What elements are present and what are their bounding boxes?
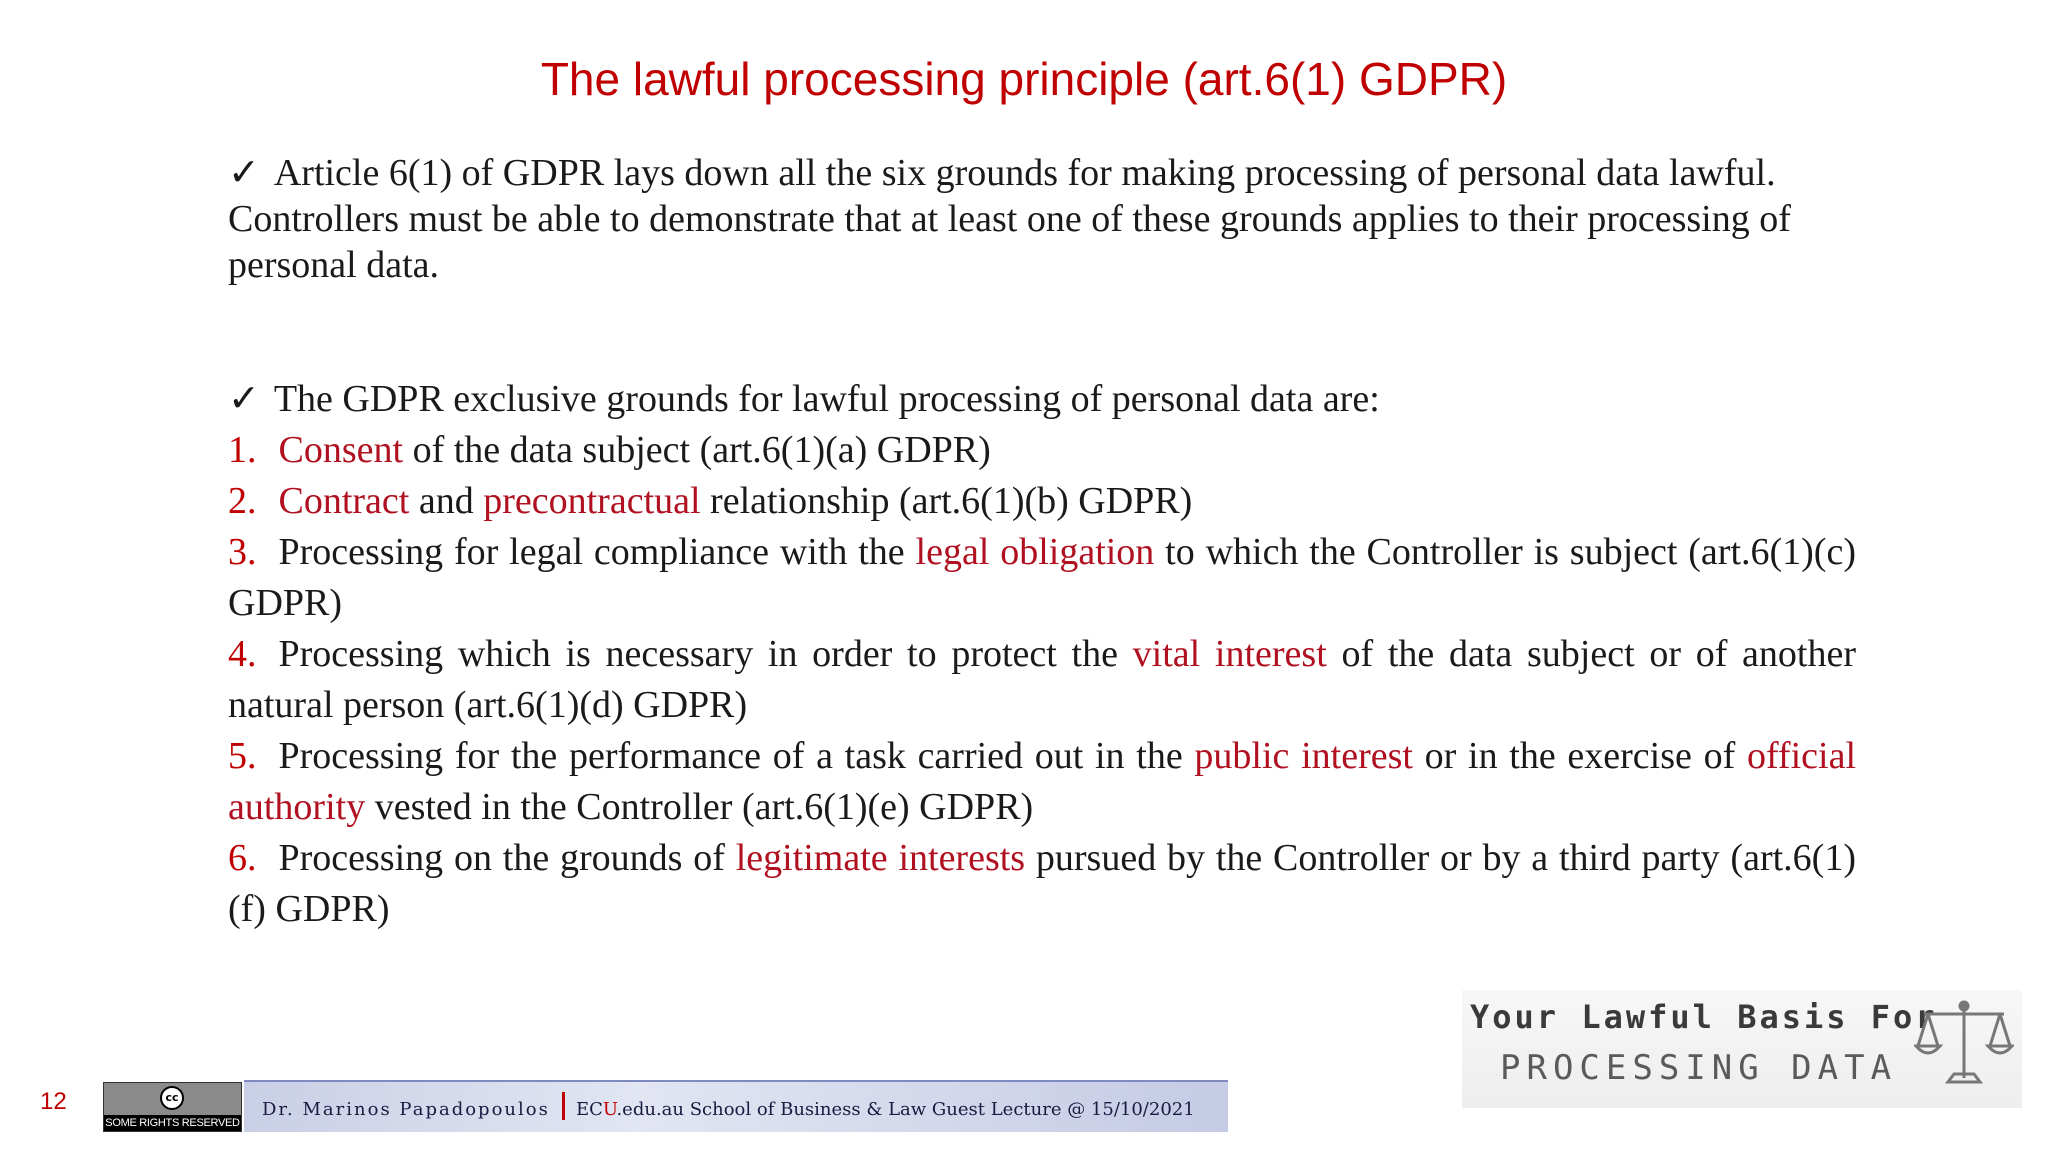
logo-line1: Your Lawful Basis For <box>1470 998 1938 1036</box>
footer-event-part: .edu.au School of Business & Law Guest Lecture @ 15/10/2021 <box>616 1099 1195 1120</box>
footer-author: Dr. Marinos Papadopoulos <box>262 1099 550 1120</box>
grounds-intro <box>228 374 1856 425</box>
ground-item-5 <box>228 731 1856 833</box>
lawful-basis-logo <box>1462 990 2022 1108</box>
logo-line2: PROCESSING DATA <box>1500 1048 1898 1088</box>
grounds-intro-text: The GDPR exclusive grounds for lawful processing of personal data are: <box>273 378 1380 420</box>
footer-event <box>576 1099 1195 1120</box>
ground-keyword: precontractual <box>483 480 701 522</box>
ground-item-4 <box>228 629 1856 731</box>
ground-text: pursued by the Controller or by a third party (art.6(1)(f) GDPR) <box>228 837 1856 930</box>
cc-icon: cc <box>160 1086 184 1110</box>
checkmark-icon: ✓ <box>228 378 260 420</box>
page-number: 12 <box>40 1088 67 1115</box>
checkmark-icon: ✓ <box>228 152 260 194</box>
ground-text: or in the exercise of <box>1412 735 1747 777</box>
footer-bar <box>244 1080 1228 1132</box>
ground-keyword: legal obligation <box>915 531 1155 573</box>
intro-paragraph <box>228 150 1856 288</box>
ground-text: relationship (art.6(1)(b) GDPR) <box>700 480 1193 522</box>
ground-number: 2. <box>228 480 257 522</box>
ground-text: Processing for the performance of a task carried out in the <box>278 735 1195 777</box>
ground-keyword: official authority <box>228 735 1856 828</box>
ground-item-1 <box>228 425 1856 476</box>
footer-divider <box>562 1092 565 1120</box>
creative-commons-badge <box>103 1082 242 1132</box>
grounds-section <box>228 374 1856 935</box>
ground-keyword: public interest <box>1194 735 1413 777</box>
ground-text: to which the Controller is subject (art.6(1)(c) GDPR) <box>228 531 1856 624</box>
ground-keyword: vital interest <box>1132 633 1327 675</box>
ground-item-3 <box>228 527 1856 629</box>
ground-text: Processing which is necessary in order to protect the <box>278 633 1133 675</box>
ground-item-2 <box>228 476 1856 527</box>
ground-keyword: legitimate interests <box>735 837 1026 879</box>
ground-number: 3. <box>228 531 257 573</box>
ground-text: Processing on the grounds of <box>278 837 736 879</box>
intro-text: Article 6(1) of GDPR lays down all the six grounds for making processing of personal data lawful. Controllers must be able to demonstrate that at least one of these grounds applies to their processing of personal data. <box>228 152 1791 286</box>
ground-text: of the data subject or of another natural person (art.6(1)(d) GDPR) <box>228 633 1857 726</box>
cc-rights-text: SOME RIGHTS RESERVED <box>105 1117 240 1129</box>
ground-keyword: Consent <box>278 429 404 471</box>
footer-event-part: U <box>602 1099 617 1120</box>
ground-number: 6. <box>228 837 257 879</box>
ground-text: Processing for legal compliance with the <box>278 531 916 573</box>
slide-title: The lawful processing principle (art.6(1) GDPR) <box>540 53 1508 105</box>
ground-number: 4. <box>228 633 257 675</box>
ground-text: and <box>409 480 484 522</box>
ground-text: of the data subject (art.6(1)(a) GDPR) <box>403 429 991 471</box>
footer-event-part: EC <box>576 1099 603 1120</box>
scales-icon <box>1914 994 2014 1090</box>
ground-text: vested in the Controller (art.6(1)(e) GDPR) <box>365 786 1034 828</box>
ground-item-6 <box>228 833 1856 935</box>
ground-keyword: Contract <box>278 480 410 522</box>
ground-number: 5. <box>228 735 257 777</box>
ground-number: 1. <box>228 429 257 471</box>
